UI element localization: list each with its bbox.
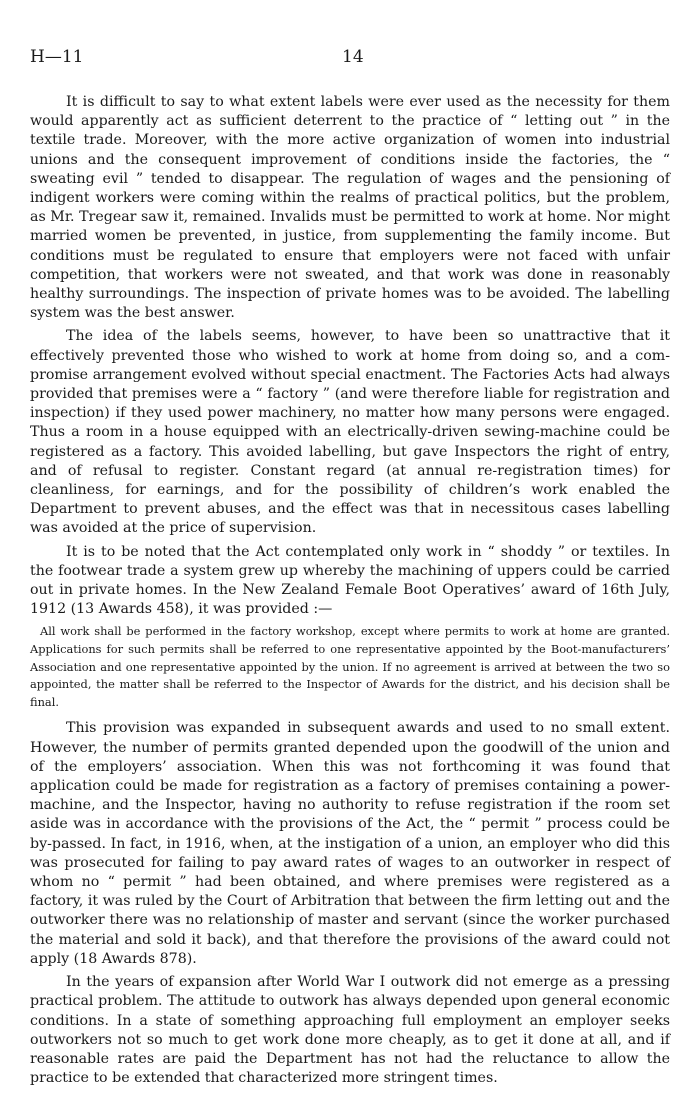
paragraph-footwear: It is to be noted that the Act contemplated only work in “ shoddy ” or textiles. In the footwear trade a system grew up whereby the machining of uppers could be carried out in private homes. In the New Zealand Female Boot Operatives’ award of 16th July, 1912 (13 Awards 458), it was provided :— bbox=[30, 543, 670, 618]
award-quote: All work shall be performed in the factory workshop, except where permits to work at home are granted. Applications for such permits shall be referred to one representative appointed by the Boot-manufacturers’ Association and one representative appointed by the union. If no agreement is arrived at between the two so appointed, the matter shall be referred to the Inspector of Awards for the district, and his decision shall be final. bbox=[30, 624, 670, 709]
paragraph-labels: It is difficult to say to what extent labels were ever used as the necessity for them would apparently act as sufficient deterrent to the practice of “ letting out ” in the textile trade. Moreover, with the more active organization of women into industrial unions and the consequent improvement of conditions inside the factories, the “ sweating evil ” tended to disappear. The regulation of wages and the pensioning of indigent workers were coming within the realms of practical politics, but the problem, as Mr. Tregear saw it, remained. Invalids must be permitted to work at home. Nor might married women be prevented, in justice, from supplementing the family income. But conditions must be regulated to ensure that employers were not faced with unfair competition, that workers were not sweated, and that work was done in reasonably healthy surroundings. The inspection of private homes was to be avoided. The labelling system was the best answer. bbox=[30, 94, 670, 322]
paragraph-permits: This provision was expanded in subsequent awards and used to no small extent. However, the number of permits granted depended upon the goodwill of the union and of the employers’ association. When this was not forthcoming it was found that application could be made for registration as a factory of premises containing a power-machine, and the Inspector, having no authority to refuse registration if the room set aside was in accordance with the provisions of the Act, the “ permit ” process could be by-passed. In fact, in 1916, when, at the instigation of a union, an employer who did this was prosecuted for failing to pay award rates of wages to an outworker in respect of whom no “ permit ” had been obtained, and where premises were registered as a factory, it was ruled by the Court of Arbitration that between the firm letting out and the outworker there was no relationship of master and servant (since the worker purchased the material and sold it back), and that therefore the provisions of the award could not apply (18 Awards 878). bbox=[30, 720, 670, 967]
paragraph-expansion: In the years of expansion after World War I outwork did not emerge as a pressing practical problem. The attitude to outwork has always depended upon general economic conditions. In a state of something approaching full employment an employer seeks outworkers not so much to get work done more cheaply, as to get it done at all, and if reasonable rates are paid the Department has not had the reluctance to allow the practice to be extended that characterized more stringent times. bbox=[30, 974, 670, 1087]
paragraph-compromise: The idea of the labels seems, however, to have been so unattractive that it effectively prevented those who wished to work at home from doing so, and a com-promise arrangement evolved without special enactment. The Factories Acts had always provided that premises were a “ factory ” (and were therefore liable for registration and inspection) if they used power machinery, no matter how many persons were engaged. Thus a room in a house equipped with an electrically-driven sewing-machine could be registered as a factory. This avoided labelling, but gave Inspectors the right of entry, and of refusal to register. Constant regard (at annual re-registration times) for cleanliness, for earnings, and for the possibility of children’s work enabled the Department to prevent abuses, and the effect was that in necessitous cases labelling was avoided at the price of supervision. bbox=[30, 328, 670, 537]
page-header bbox=[30, 0, 670, 67]
document-page bbox=[30, 0, 670, 1087]
body-text bbox=[30, 93, 670, 1092]
document-code: H—11 bbox=[30, 47, 84, 67]
page-number: 14 bbox=[342, 47, 364, 67]
